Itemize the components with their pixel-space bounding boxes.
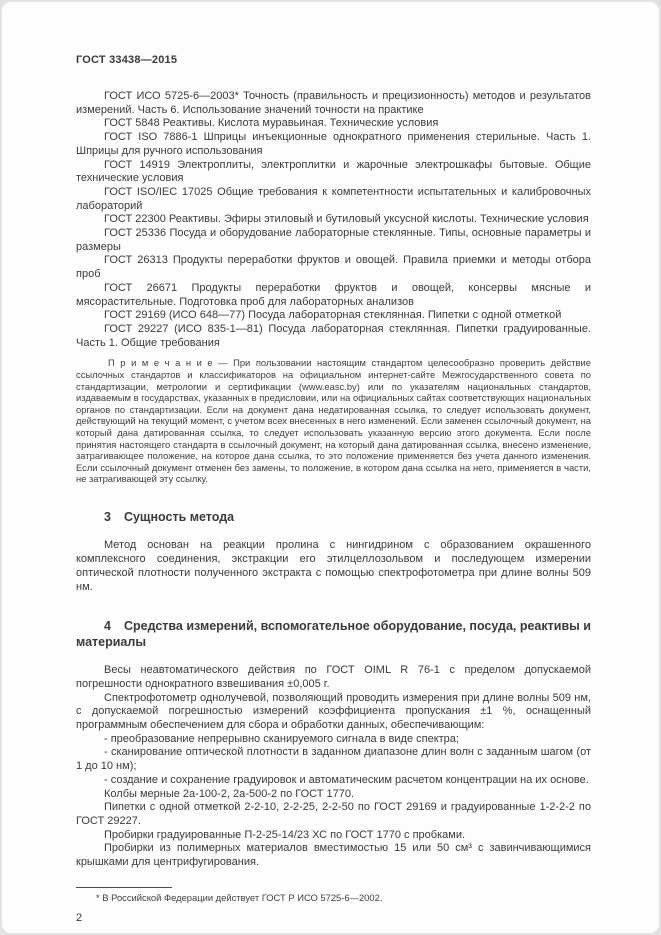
reference-item: ГОСТ ISO 7886-1 Шприцы инъекционные однократного применения стерильные. Часть 1. Шприцы для ручного использования bbox=[76, 131, 591, 157]
section-4-paragraph: Пробирки градуированные П-2-25-14/23 ХС по ГОСТ 1770 с пробками. bbox=[104, 828, 466, 841]
reference-item: ГОСТ 22300 Реактивы. Эфиры этиловый и бутиловый уксусной кислоты. Технические условия bbox=[104, 213, 589, 226]
reference-item: ГОСТ 26313 Продукты переработки фруктов и овощей. Правила приемки и методы отбора проб bbox=[76, 254, 591, 281]
section-4-paragraph: Весы неавтоматического действия по ГОСТ OIML R 76-1 с пределом допускаемой погрешности однократного взвешивания ±0,005 г. bbox=[76, 664, 591, 690]
reference-item: ГОСТ 14919 Электроплиты, электроплитки и жарочные электрошкафы бытовые. Общие технические условия bbox=[76, 158, 591, 185]
section-3-heading bbox=[76, 510, 591, 526]
footnote-divider bbox=[76, 887, 172, 888]
section-4-title: Средства измерений, вспомогательное оборудование, посуда, реактивы и материалы bbox=[76, 619, 591, 649]
reference-item: ГОСТ 25336 Посуда и оборудование лабораторные стеклянные. Типы, основные параметры и размеры bbox=[76, 227, 591, 253]
section-4-paragraph: Пробирки из полимерных материалов вместимостью 15 или 50 см³ с завинчивающимися крышками для центрифугирования. bbox=[76, 842, 591, 869]
reference-item: ГОСТ ISO/IEC 17025 Общие требования к компетентности испытательных и калибровочных лабораторий bbox=[76, 185, 591, 212]
section-4-heading bbox=[76, 619, 591, 650]
footnote-text: * В Российской Федерации действует ГОСТ Р ИСО 5725-6—2002. bbox=[96, 891, 383, 903]
section-3-title: Сущность метода bbox=[123, 509, 235, 524]
page-number: 2 bbox=[76, 912, 83, 925]
document-designation: ГОСТ 33438—2015 bbox=[76, 54, 178, 66]
section-4-list-item: - создание и сохранение градуировок и автоматическим расчетом концентрации на их основе. bbox=[104, 773, 589, 786]
document-page bbox=[2, 2, 659, 933]
references-note: П р и м е ч а н и е — При пользовании настоящим стандартом целесообразно проверить действие ссылочных стандартов и классификаторов на официальном интернет-сайте Межгосударственного совета по стандартизации, метрологии и сертификации (www.easc.by) или по указателям национальных стандартов, издаваемым в государствах, указанных в предисловии, или на официальных сайтах соответствующих национальных органов по стандартизации. Если на документ дана недатированная ссылка, то следует использовать документ, действующий на текущий момент, с учетом всех внесенных в него изменений. Если заменен ссылочный документ, на который дана датированная ссылка, то следует использовать указанную версию этого документа. Если после принятия настоящего стандарта в ссылочный документ, на который дана датированная ссылка, внесено изменение, затрагивающее положение, на которое дана ссылка, то это положение применяется без учета данного изменения. Если ссылочный документ отменен без замены, то положение, в котором дана ссылка на него, применяется в части, не затрагивающей эту ссылку. bbox=[76, 357, 591, 485]
section-4-paragraph: Колбы мерные 2а-100-2, 2а-500-2 по ГОСТ 1770. bbox=[104, 787, 355, 800]
section-4-paragraph: Пипетки с одной отметкой 2-2-10, 2-2-25, 2-2-50 по ГОСТ 29169 и градуированные 1-2-2-2 по ГОСТ 29227. bbox=[76, 801, 591, 827]
reference-item: ГОСТ 29169 (ИСО 648—77) Посуда лабораторная стеклянная. Пипетки с одной отметкой bbox=[104, 309, 562, 322]
reference-item: ГОСТ ИСО 5725-6—2003* Точность (правильность и прецизионность) методов и результатов измерений. Часть 6. Использование значений точности на практике bbox=[76, 90, 591, 116]
reference-item: ГОСТ 29227 (ИСО 835-1—81) Посуда лабораторная стеклянная. Пипетки градуированные. Часть 1. Общие требования bbox=[76, 322, 591, 349]
section-4-paragraph: Спектрофотометр однолучевой, позволяющий проводить измерения при длине волны 509 нм, с допускаемой погрешностью измерений коэффициента пропускания ±1 %, оснащенный программным обеспечением для сбора и обработки данных, обеспечивающим: bbox=[76, 691, 591, 732]
reference-item: ГОСТ 26671 Продукты переработки фруктов и овощей, консервы мясные и мясорастительные. Подготовка проб для лабораторных анализов bbox=[76, 281, 591, 308]
section-4-list-item: - сканирование оптической плотности в заданном диапазоне длин волн с заданным шагом (от 1 до 10 нм); bbox=[76, 746, 591, 773]
reference-item: ГОСТ 5848 Реактивы. Кислота муравьиная. Технические условия bbox=[104, 117, 439, 130]
section-3-paragraph: Метод основан на реакции пролина с нингидрином с образованием окрашенного комплексного соединения, экстракции его этилцеллозольвом и последующем измерении оптической плотности полученного экстракта с помощью спектрофотометра при длине волны 509 нм. bbox=[76, 539, 591, 593]
section-3-number: 3 bbox=[104, 509, 111, 524]
page-content bbox=[2, 2, 659, 924]
section-4-list-item: - преобразование непрерывно сканируемого сигнала в виде спектра; bbox=[104, 732, 459, 745]
section-4-number: 4 bbox=[104, 619, 111, 634]
